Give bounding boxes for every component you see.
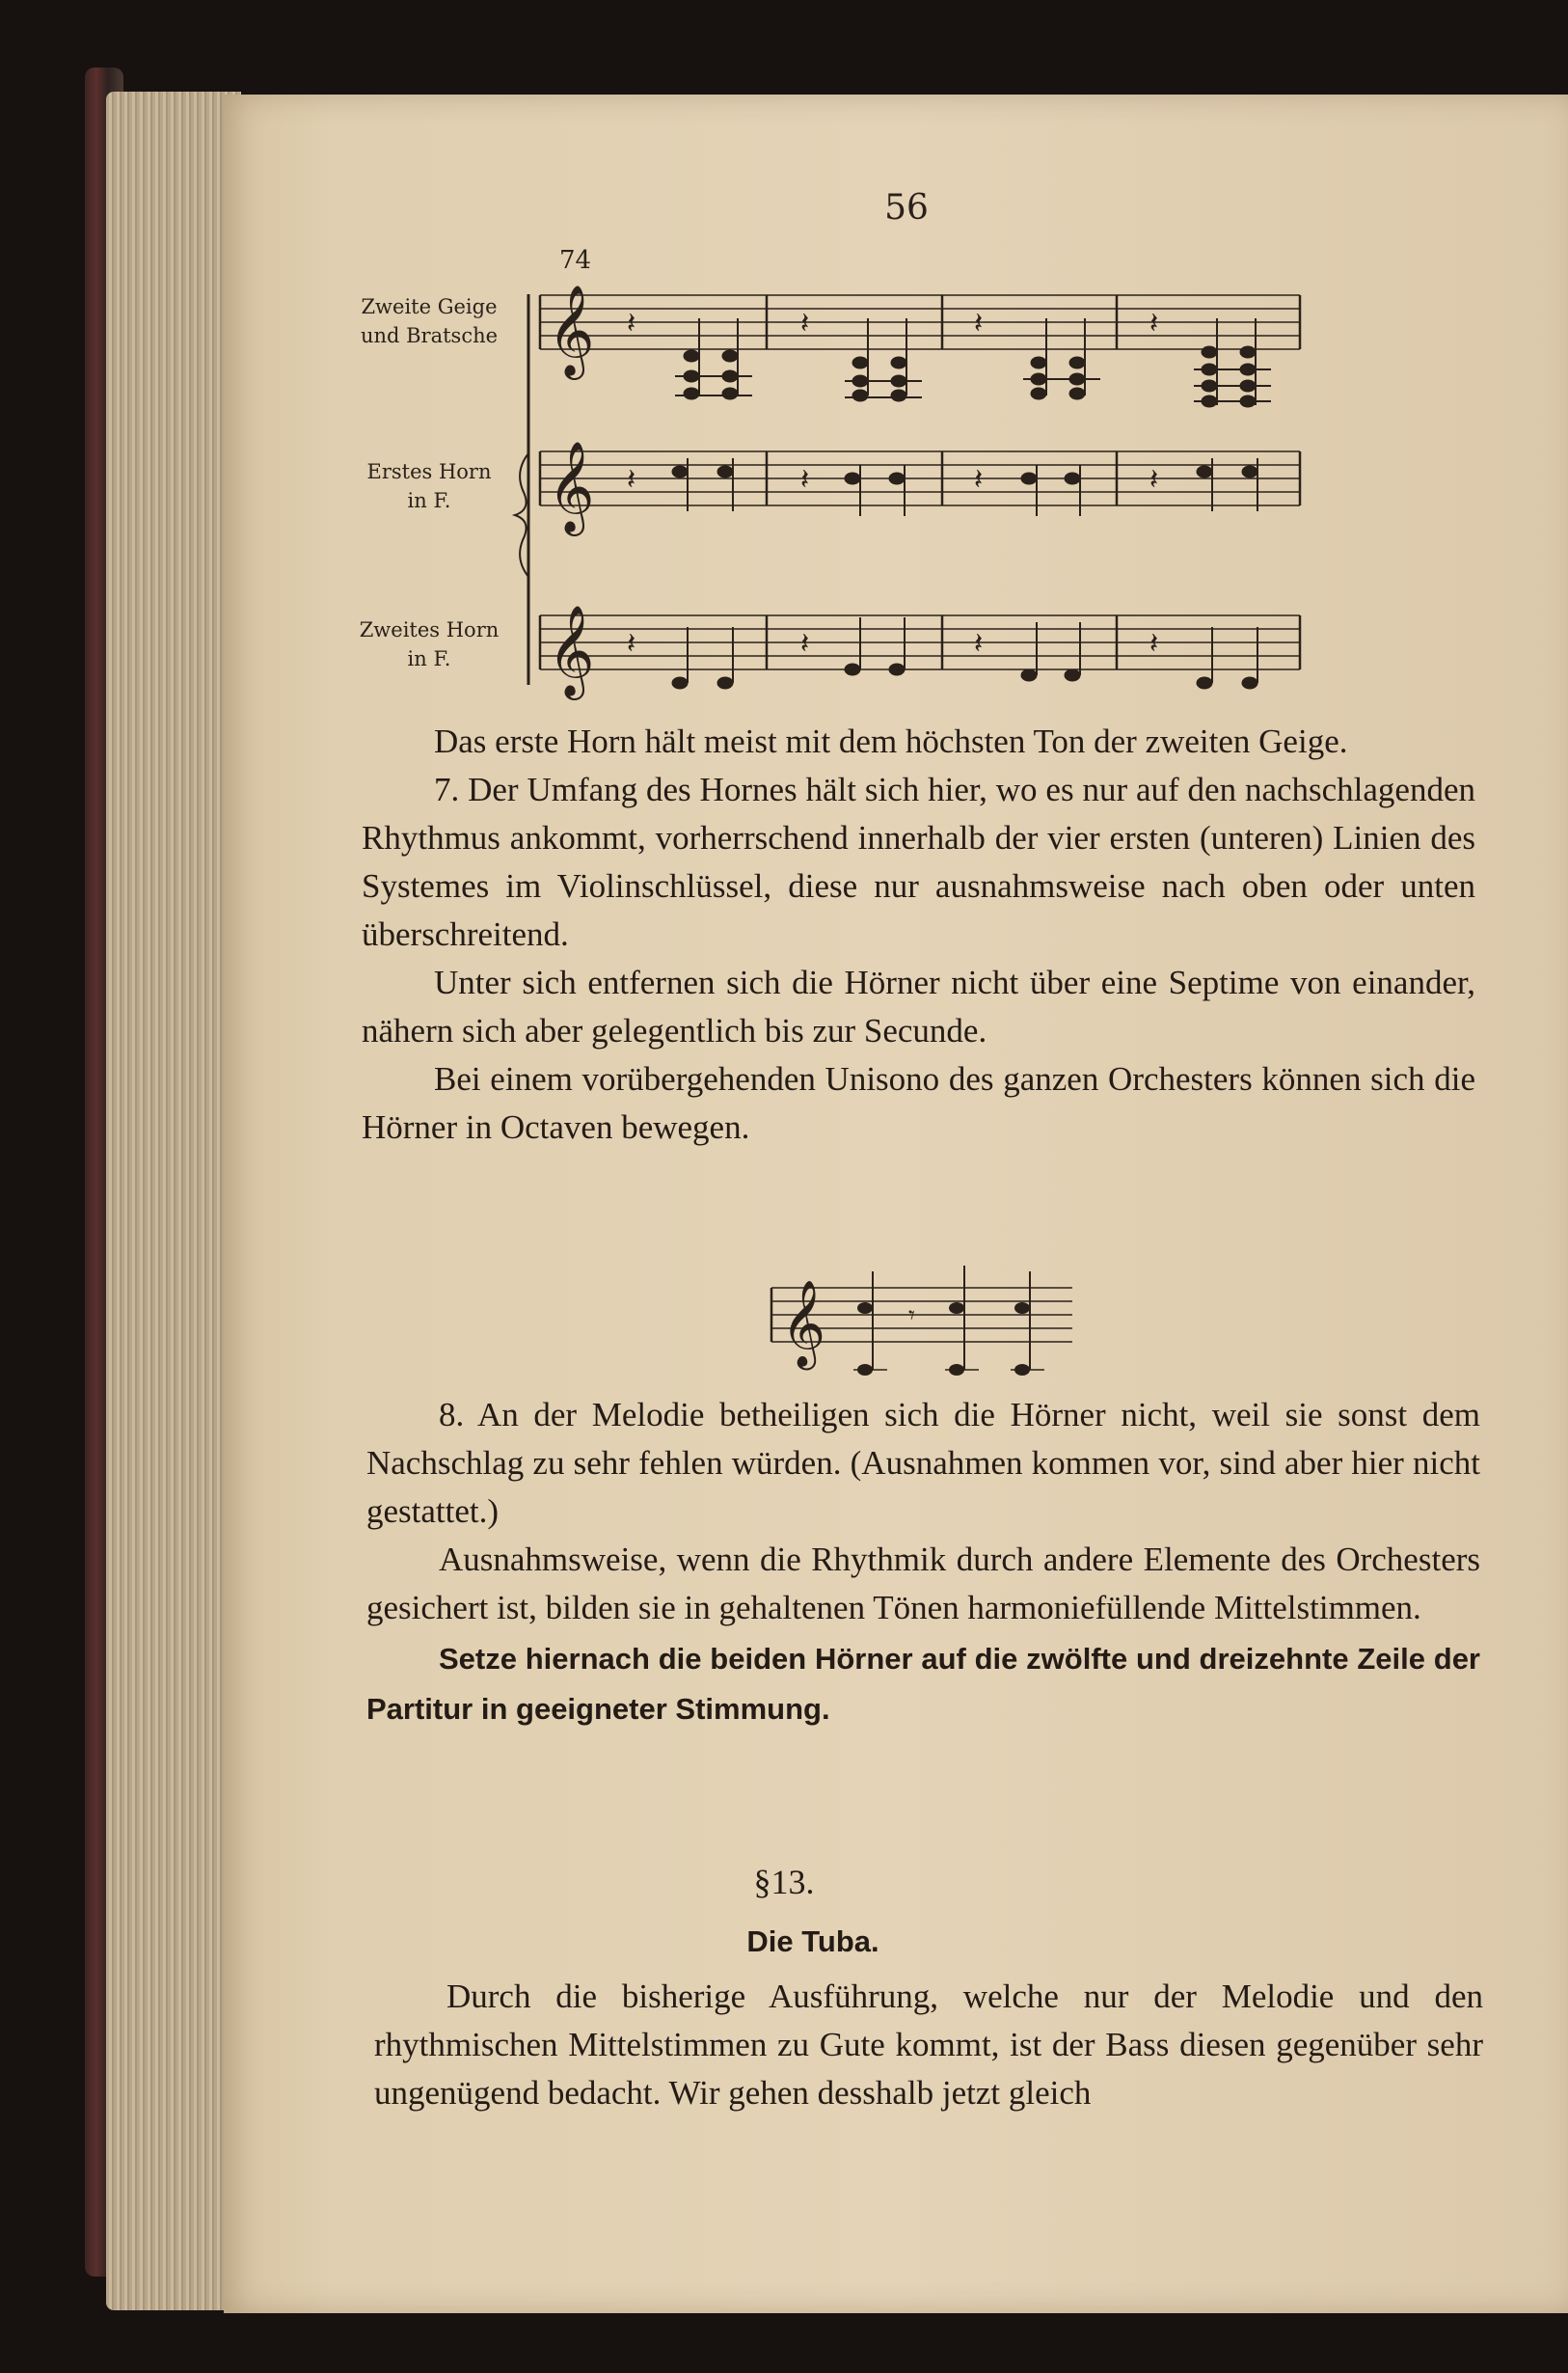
- staff-label-line: und Bratsche: [360, 324, 499, 347]
- svg-text:𝄞: 𝄞: [548, 441, 595, 532]
- staff-label-line: in F.: [407, 489, 451, 512]
- svg-text:𝄞: 𝄞: [548, 605, 595, 696]
- svg-text:𝄾: 𝄾: [908, 1301, 915, 1330]
- svg-text:𝄞: 𝄞: [781, 1280, 826, 1367]
- exercise-instruction: Setze hiernach die beiden Hörner auf die zwölfte und dreizehnte Zeile der Partitur in geeigneter Stimmung.: [366, 1642, 1480, 1726]
- svg-text:𝄽: 𝄽: [1149, 463, 1159, 497]
- paragraph: Das erste Horn hält meist mit dem höchsten Ton der zweiten Geige.: [434, 723, 1348, 760]
- svg-text:𝄽: 𝄽: [974, 463, 984, 497]
- svg-text:𝄽: 𝄽: [627, 307, 636, 341]
- staff-label-line: in F.: [407, 647, 451, 670]
- paragraph: Unter sich entfernen sich die Hörner nicht über eine Septime von einander, nähern sich aber gelegentlich bis zur Secunde.: [362, 964, 1475, 1050]
- svg-text:𝄽: 𝄽: [974, 627, 984, 661]
- text-block-3: [374, 1973, 1483, 2117]
- svg-text:𝄽: 𝄽: [1149, 307, 1159, 341]
- measure-number: 74: [559, 246, 592, 275]
- section-number: §13.: [753, 1863, 815, 1901]
- music-score-example: [338, 246, 1321, 709]
- paragraph: 7. Der Umfang des Hornes hält sich hier, wo es nur auf den nachschlagenden Rhythmus ankommt, vorherrschend innerhalb der vier ersten (unteren) Linien des Systemes im Violinschlüssel, diese nur ausnahmsweise nach oben oder unten überschreitend.: [362, 771, 1475, 953]
- paragraph: Bei einem vorübergehenden Unisono des ganzen Orchesters können sich die Hörner in Octaven bewegen.: [362, 1060, 1475, 1146]
- svg-text:𝄽: 𝄽: [627, 463, 636, 497]
- svg-text:𝄽: 𝄽: [800, 307, 810, 341]
- paragraph: Ausnahmsweise, wenn die Rhythmik durch andere Elemente des Orchesters gesichert ist, bilden sie in gehaltenen Tönen harmoniefüllende Mittelstimmen.: [366, 1541, 1480, 1626]
- svg-text:𝄽: 𝄽: [1149, 627, 1159, 661]
- staff-label-line: Zweites Horn: [359, 618, 500, 641]
- svg-text:𝄽: 𝄽: [627, 627, 636, 661]
- text-block-2: [366, 1391, 1480, 1734]
- svg-text:𝄽: 𝄽: [800, 627, 810, 661]
- svg-text:𝄽: 𝄽: [800, 463, 810, 497]
- section-title: Die Tuba.: [746, 1924, 879, 1958]
- paragraph: 8. An der Melodie betheiligen sich die Hörner nicht, weil sie sonst dem Nachschlag zu sehr fehlen würden. (Ausnahmen kommen vor, sind aber hier nicht gestattet.): [366, 1396, 1480, 1530]
- svg-text:𝄽: 𝄽: [974, 307, 984, 341]
- text-block-1: [362, 718, 1475, 1152]
- page-edges: [106, 92, 241, 2310]
- paragraph: Durch die bisherige Ausführung, welche nur der Melodie und den rhythmischen Mittelstimmen zu Gute kommt, ist der Bass diesen gegenüber sehr ungenügend bedacht. Wir gehen desshalb jetzt gleich: [374, 1978, 1483, 2112]
- svg-text:𝄞: 𝄞: [548, 285, 595, 376]
- staff-label-line: Zweite Geige: [361, 295, 498, 318]
- octave-example-score: [767, 1264, 1085, 1379]
- staff-label-line: Erstes Horn: [366, 460, 492, 483]
- page-number: 56: [884, 188, 929, 228]
